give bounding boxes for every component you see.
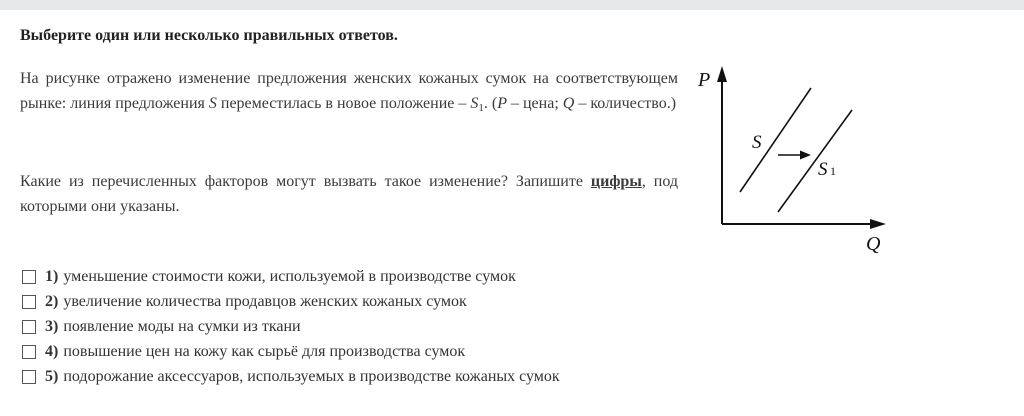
axis-label-p: P (698, 69, 711, 91)
shift-arrow-head (800, 151, 811, 160)
supply-line-s1 (778, 110, 852, 212)
x-axis-arrowhead (870, 219, 886, 229)
option-number: 1) (45, 267, 59, 285)
supply-line-s (740, 88, 811, 192)
option-text: появление моды на сумки из ткани (63, 317, 301, 335)
answer-option-4[interactable] (22, 339, 560, 364)
checkbox-2[interactable] (22, 295, 36, 309)
digits-emphasis: цифры (590, 173, 642, 190)
answer-option-5[interactable] (22, 364, 560, 389)
top-bar (0, 0, 1024, 10)
curve-label-s1-subscript: 1 (830, 164, 836, 178)
curve-label-s1: S (818, 159, 828, 180)
curve-label-s: S (752, 132, 762, 153)
answer-option-3[interactable] (22, 314, 560, 339)
option-number: 5) (45, 367, 59, 385)
option-text: подорожание аксессуаров, используемых в производстве кожаных сумок (63, 367, 560, 385)
question-paragraph-1: На рисунке отражено изменение предложения женских кожаных сумок на соответствующем рынке: линия предложения S переместилась в новое положение – $S_1$. (P – цена; Q – количество.) (20, 70, 678, 114)
option-text: повышение цен на кожу как сырьё для производства сумок (63, 342, 466, 360)
y-axis-arrowhead (717, 66, 727, 82)
option-number: 2) (45, 292, 59, 310)
option-text: увеличение количества продавцов женских кожаных сумок (63, 292, 467, 310)
question-paragraph-2: Какие из перечисленных факторов могут вызвать такое изменение? Запишите цифры, под которыми они указаны. (20, 173, 679, 215)
checkbox-4[interactable] (22, 345, 36, 359)
option-text: уменьшение стоимости кожи, используемой в производстве сумок (63, 267, 516, 285)
answer-option-1[interactable] (22, 264, 560, 289)
checkbox-1[interactable] (22, 270, 36, 284)
instruction-heading: Выберите один или несколько правильных ответов. (20, 27, 398, 44)
axis-label-q: Q (866, 233, 881, 255)
supply-shift-diagram (690, 60, 890, 260)
option-number: 3) (45, 317, 59, 335)
answer-option-2[interactable] (22, 289, 560, 314)
answer-options (22, 264, 560, 389)
checkbox-3[interactable] (22, 320, 36, 334)
checkbox-5[interactable] (22, 370, 36, 384)
option-number: 4) (45, 342, 59, 360)
